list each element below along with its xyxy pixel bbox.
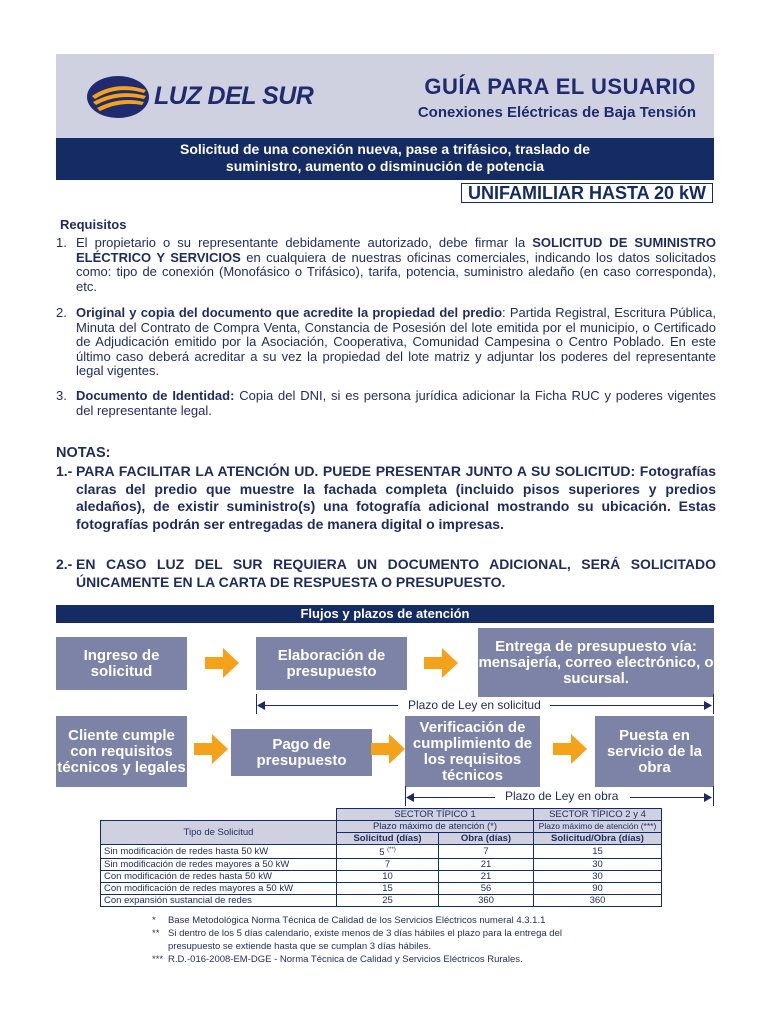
nota-number: 1.- [56, 463, 73, 479]
solicitud-cell: 15 [337, 883, 439, 895]
service-banner [56, 138, 714, 180]
obra-cell: 56 [439, 883, 534, 895]
solicitud-obra-cell: 15 [534, 845, 662, 859]
flow-step-verificacion: Verificación de cumplimiento de los requisitos técnicos [405, 716, 540, 787]
requisito-item [56, 389, 716, 418]
requisito-number: 2. [56, 305, 67, 320]
flow-title: Flujos y plazos de atención [56, 605, 714, 623]
requisito-number: 1. [56, 235, 67, 250]
table-row [101, 871, 662, 883]
flow-step-cliente-cumple: Cliente cumple con requisitos técnicos y legales [56, 716, 187, 787]
requisito-text: Copia del DNI, si es persona jurídica adicionar la Ficha RUC y poderes vigentes del representante legal. [76, 388, 716, 418]
plazo-line [630, 797, 710, 798]
solicitud-obra-cell: 360 [534, 895, 662, 907]
tipo-solicitud-header: Tipo de Solicitud [101, 821, 337, 845]
requisito-text: : Partida Registral, Escritura Pública, Minuta del Contrato de Compra Venta, Constancia de Posesión del lote emitida por el municipio, o Certificado de Adjudicación emitido por la Asociación, Cooperativa, Comunidad Campesina o Centro Poblado. En este último caso deberá acreditar a su vez la propiedad del lote matriz y adjuntar los poderes del representante legal vigentes. [76, 305, 716, 379]
table-row [101, 859, 662, 871]
plazo-obra-label: Plazo de Ley en obra [505, 789, 619, 803]
obra-cell: 21 [439, 859, 534, 871]
footnote: * Base Metodológica Norma Técnica de Calidad de los Servicios Eléctricos numeral 4.3.1.1 [152, 915, 546, 926]
requisito-item [56, 306, 716, 379]
nota-text: EN CASO LUZ DEL SUR REQUIERA UN DOCUMENTO ADICIONAL, SERÁ SOLICITADO ÚNICAMENTE EN LA CARTA DE RESPUESTA O PRESUPUESTO. [76, 556, 716, 590]
nota-item [56, 463, 716, 533]
banner-line-1: Solicitud de una conexión nueva, pase a trifásico, traslado de [180, 141, 590, 157]
plazo-2-header: Plazo máximo de atención (***) [534, 821, 662, 833]
logo-sun-icon [86, 74, 150, 120]
footnote: ** Si dentro de los 5 días calendario, existe menos de 3 días hábiles el plazo para la entrega del [152, 928, 562, 939]
flow-step-elaboracion: Elaboración de presupuesto [256, 637, 407, 690]
plazo-tick [713, 694, 714, 714]
flow-step-puesta-servicio: Puesta en servicio de la obra [595, 716, 714, 787]
tipo-cell: Sin modificación de redes hasta 50 kW [101, 845, 337, 859]
footnote: *** R.D.-016-2008-EM-DGE - Norma Técnica de Calidad y Servicios Eléctricos Rurales. [152, 954, 523, 965]
tipo-cell: Con modificación de redes mayores a 50 kW [101, 883, 337, 895]
requisito-bold: Original y copia del documento que acredite la propiedad del predio [76, 305, 503, 320]
tipo-cell: Sin modificación de redes mayores a 50 kW [101, 859, 337, 871]
solicitud-obra-cell: 30 [534, 871, 662, 883]
category-label: UNIFAMILIAR HASTA 20 kW [461, 183, 713, 203]
sector-1-header: SECTOR TÍPICO 1 [337, 809, 534, 821]
logo-text: LUZ DEL SUR [154, 82, 314, 110]
requisitos-title: Requisitos [60, 217, 127, 232]
obra-cell: 7 [439, 845, 534, 859]
requisito-text: El propietario o su representante debidamente autorizado, debe firmar la [76, 235, 533, 250]
plazo-line [550, 705, 710, 706]
nota-text: PARA FACILITAR LA ATENCIÓN UD. PUEDE PRESENTAR JUNTO A SU SOLICITUD: Fotografías claras del predio que muestre la fachada completa (incluido pisos superiores y predios aledaños), de existir suministro(s) una fotografía adicional mostrando su ubicación. Estas fotografías podrán ser entregadas de manera digital o impresas. [76, 463, 716, 532]
plazo-tick [713, 786, 714, 806]
obra-cell: 21 [439, 871, 534, 883]
solicitud-obra-cell: 30 [534, 859, 662, 871]
table-row [101, 883, 662, 895]
requisito-item [56, 236, 716, 294]
plazo-line [407, 797, 495, 798]
arrow-right-small-icon [704, 701, 712, 710]
arrow-left-icon [257, 701, 265, 710]
requisito-bold: Documento de Identidad: [76, 388, 235, 403]
solicitud-obra-cell: 90 [534, 883, 662, 895]
plazos-table [100, 808, 662, 907]
sector-2-header: SECTOR TÍPICO 2 y 4 [534, 809, 662, 821]
tipo-cell: Con modificación de redes hasta 50 kW [101, 871, 337, 883]
requisito-text: en cualquiera de nuestras oficinas comerciales, indicando los datos solicitados como: tipo de conexión (Monofásico o Trifásico), tarifa, potencia, suministro aledaño (en caso corresponda), etc. [76, 249, 716, 294]
tipo-cell: Con expansión sustancial de redes [101, 895, 337, 907]
arrow-right-icon [553, 734, 587, 764]
page-subtitle: Conexiones Eléctricas de Baja Tensión [417, 104, 696, 121]
arrow-right-icon [424, 648, 458, 678]
solicitud-cell: 5 (**) [337, 845, 439, 859]
flow-step-ingreso: Ingreso de solicitud [56, 637, 187, 690]
obra-cell: 360 [439, 895, 534, 907]
nota-number: 2.- [56, 556, 73, 572]
col-solicitud-header: Solicitud (días) [337, 833, 439, 845]
arrow-left-icon [406, 793, 414, 802]
banner-line-2: suministro, aumento o disminución de potencia [225, 158, 545, 174]
table-row [101, 845, 662, 859]
plazo-line [258, 705, 398, 706]
page-title: GUÍA PARA EL USUARIO [424, 74, 696, 99]
solicitud-cell: 7 [337, 859, 439, 871]
solicitud-cell: 10 [337, 871, 439, 883]
solicitud-cell: 25 [337, 895, 439, 907]
table-row [101, 895, 662, 907]
arrow-right-icon [371, 734, 405, 764]
header [56, 54, 714, 138]
plazo-1-header: Plazo máximo de atención (*) [337, 821, 534, 833]
nota-item [56, 556, 716, 591]
arrow-right-small-icon [704, 793, 712, 802]
luz-del-sur-logo [86, 74, 346, 120]
col-solicitud-obra-header: Solicitud/Obra (días) [534, 833, 662, 845]
arrow-right-icon [194, 734, 228, 764]
notas-title: NOTAS: [56, 445, 111, 461]
footnote: presupuesto se extiende hasta que se cumplan 3 días hábiles. [168, 941, 432, 952]
flow-step-pago: Pago de presupuesto [231, 729, 372, 776]
flow-step-entrega: Entrega de presupuesto vía: mensajería, correo electrónico, o sucursal. [478, 628, 714, 697]
requisito-number: 3. [56, 388, 67, 403]
plazo-solicitud-label: Plazo de Ley en solicitud [408, 698, 541, 712]
arrow-right-icon [205, 648, 239, 678]
col-obra-header: Obra (días) [439, 833, 534, 845]
requisito-bold: SOLICITUD DE SUMINISTRO ELÉCTRICO Y SERVICIOS [76, 235, 717, 265]
